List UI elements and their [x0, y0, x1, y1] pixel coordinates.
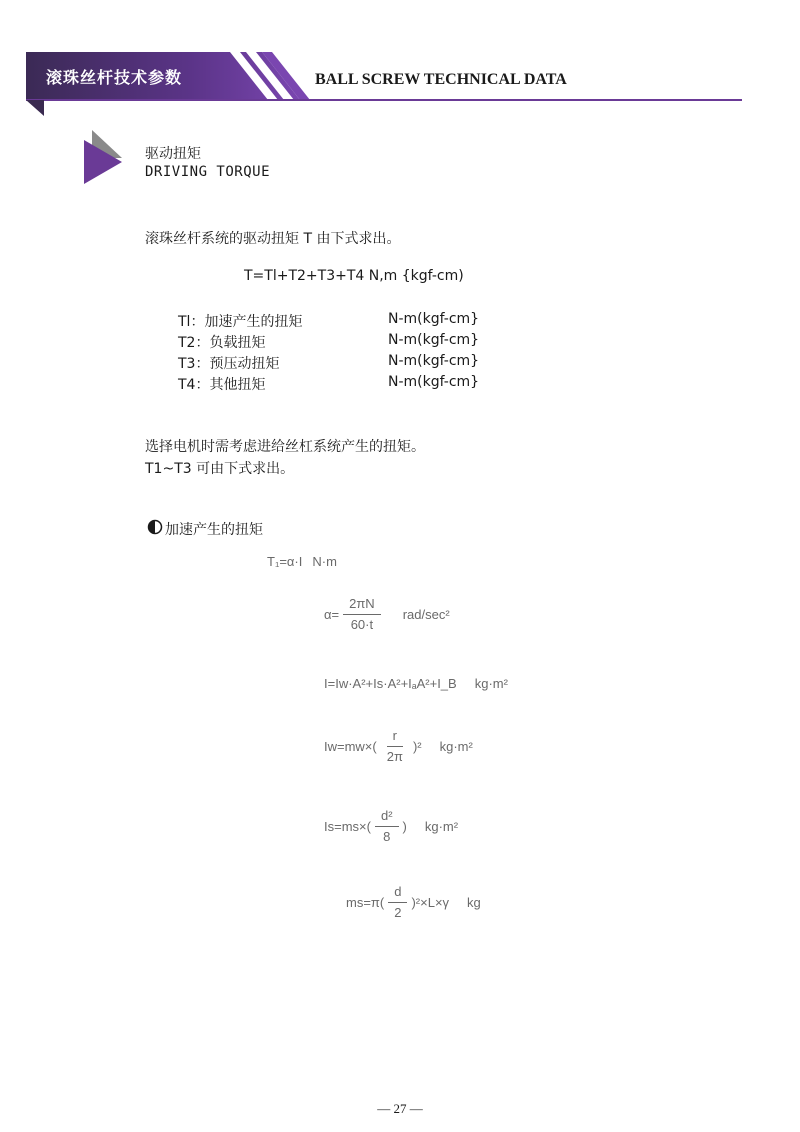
- formula-iw-unit: kg·m²: [439, 739, 473, 754]
- formula-iw-rhs: )²: [412, 739, 422, 754]
- formula-t1: [267, 554, 337, 569]
- formula-iw-num: r: [387, 728, 403, 747]
- main-formula: T=Tl+T2+T3+T4 N,m {kgf-cm): [244, 268, 464, 284]
- formula-is: [324, 808, 458, 845]
- term-unit-4: N-m(kgf-cm}: [388, 374, 480, 390]
- section-title-en: DRIVING TORQUE: [145, 164, 271, 180]
- formula-is-fraction: [375, 808, 399, 845]
- accel-title: 加速产生的扭矩: [165, 522, 263, 538]
- formula-t1-unit: N·m: [312, 554, 337, 569]
- formula-ms: [346, 884, 481, 921]
- formula-alpha-num: 2πN: [343, 596, 381, 615]
- formula-iw-fraction: [381, 728, 409, 765]
- formula-is-den: 8: [383, 829, 391, 844]
- formula-inertia-unit: kg·m²: [474, 676, 508, 691]
- formula-iw-den: 2π: [386, 749, 403, 764]
- header-corner: [26, 100, 44, 116]
- formula-alpha-unit: rad/sec²: [402, 607, 450, 622]
- formula-inertia-expr: I=Iw·A²+Is·A²+IₐA²+I_B: [324, 676, 457, 691]
- formula-ms-lhs: ms=π(: [346, 895, 385, 910]
- term-unit-1: N-m(kgf-cm}: [388, 311, 480, 327]
- page-number: — 27 —: [377, 1101, 423, 1116]
- term-label-1: Tl：加速产生的扭矩: [178, 314, 303, 330]
- formula-ms-num: d: [388, 884, 407, 903]
- formula-iw-lhs: Iw=mw×(: [324, 739, 377, 754]
- formula-alpha-fraction: [343, 596, 381, 633]
- formula-iw: [324, 728, 473, 765]
- formula-ms-rhs: )²×L×γ: [411, 895, 450, 910]
- formula-alpha-lhs: α=: [324, 607, 340, 622]
- formula-is-rhs: ): [402, 819, 407, 834]
- section-title-cn: 驱动扭矩: [145, 146, 201, 162]
- header-divider: [26, 99, 742, 101]
- triangle-play-icon: [82, 130, 124, 186]
- formula-is-num: d²: [375, 808, 399, 827]
- intro-text: 滚珠丝杆系统的驱动扭矩 T 由下式求出。: [145, 231, 401, 247]
- formula-is-unit: kg·m²: [424, 819, 459, 834]
- term-unit-2: N-m(kgf-cm}: [388, 332, 480, 348]
- header-title-en: BALL SCREW TECHNICAL DATA: [315, 71, 567, 88]
- half-circle-icon: [147, 519, 163, 535]
- formula-alpha-den: 60·t: [350, 617, 374, 632]
- formula-ms-den: 2: [394, 905, 402, 920]
- header-title-cn: 滚珠丝杆技术参数: [46, 68, 183, 87]
- term-label-4: T4：其他扭矩: [178, 377, 266, 393]
- note-line-1: 选择电机时需考虑进给丝杠系统产生的扭矩。: [145, 439, 425, 455]
- formula-ms-unit: kg: [467, 895, 481, 910]
- formula-inertia: [324, 676, 508, 691]
- note-line-2: T1~T3 可由下式求出。: [145, 461, 295, 477]
- term-unit-3: N-m(kgf-cm}: [388, 353, 480, 369]
- formula-t1-expr: T₁=α·I: [267, 554, 303, 569]
- term-label-3: T3：预压动扭矩: [178, 356, 280, 372]
- formula-alpha: [324, 596, 450, 633]
- term-label-2: T2：负载扭矩: [178, 335, 266, 351]
- formula-ms-fraction: [388, 884, 407, 921]
- formula-is-lhs: Is=ms×(: [324, 819, 371, 834]
